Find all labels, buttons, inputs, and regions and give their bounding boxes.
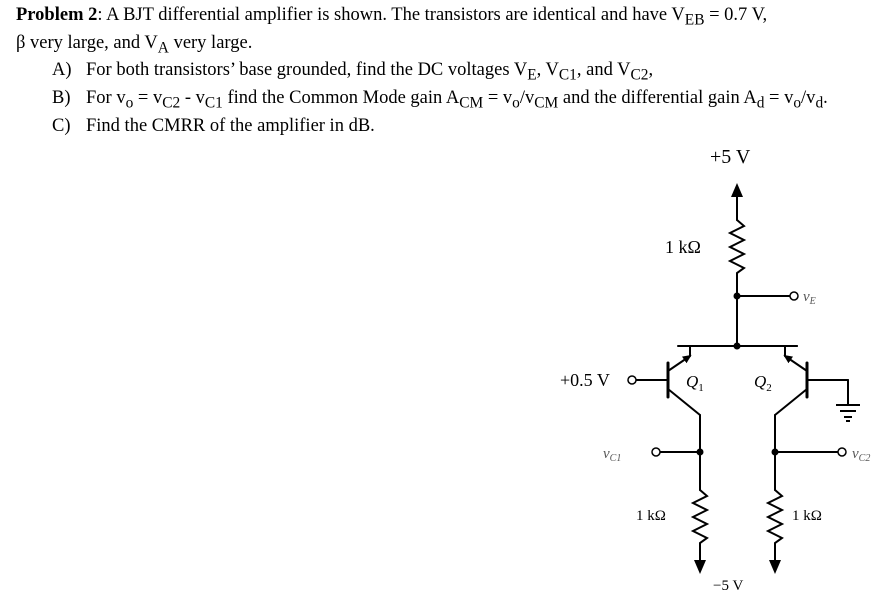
intro-text: : A BJT differential amplifier is shown. The transistors are identical and have V bbox=[97, 5, 685, 25]
part-b-sub: d bbox=[756, 94, 765, 112]
intro-text-2: β very large, and V bbox=[16, 32, 158, 53]
part-a-sub: C2 bbox=[630, 67, 649, 85]
vc1-terminal bbox=[652, 448, 660, 456]
q2-label: $Q_2$ bbox=[754, 372, 772, 394]
input-terminal bbox=[628, 376, 636, 384]
veb-value: = 0.7 V, bbox=[704, 5, 768, 25]
emitter-junction-dot bbox=[734, 343, 741, 350]
part-c-letter: C) bbox=[52, 115, 71, 136]
part-a-text: For both transistors’ base grounded, find the DC voltages V bbox=[86, 60, 528, 81]
supply-neg-arrow-left bbox=[694, 560, 706, 574]
part-b-sub: CM bbox=[534, 94, 559, 112]
part-b-text: . bbox=[823, 88, 828, 109]
resistor-right bbox=[768, 490, 782, 560]
r-right-label: 1 kΩ bbox=[792, 508, 822, 524]
part-b-sub: CM bbox=[459, 94, 484, 112]
vc2-terminal bbox=[838, 448, 846, 456]
vc1-junction-dot bbox=[697, 449, 704, 456]
part-b-sub: o bbox=[793, 94, 802, 112]
part-b-sub: C2 bbox=[162, 94, 181, 112]
ve-terminal bbox=[790, 292, 798, 300]
supply-neg-label: −5 V bbox=[713, 578, 744, 594]
problem-heading: Problem 2 bbox=[16, 5, 98, 25]
vc2-label: $v_{C2}$ bbox=[852, 446, 871, 464]
ve-junction-dot bbox=[734, 293, 741, 300]
part-b-text: and the differential gain A bbox=[558, 88, 757, 109]
part-b-sub: o bbox=[125, 94, 134, 112]
r-top-label: 1 kΩ bbox=[665, 237, 701, 257]
supply-neg-arrow-right bbox=[769, 560, 781, 574]
intro-text-2-end: very large. bbox=[168, 32, 253, 53]
part-a-text: , bbox=[648, 60, 654, 81]
part-b-text: /v bbox=[519, 88, 535, 109]
r-left-label: 1 kΩ bbox=[636, 508, 666, 524]
part-a-text: , V bbox=[536, 60, 559, 81]
part-b-text: = v bbox=[764, 88, 794, 109]
vc2-junction-dot bbox=[772, 449, 779, 456]
resistor-left bbox=[693, 490, 707, 560]
part-b-text: - v bbox=[180, 88, 205, 109]
part-a-sub: C1 bbox=[558, 67, 577, 85]
q1-label: $Q_1$ bbox=[686, 372, 704, 394]
part-b-text: = v bbox=[483, 88, 513, 109]
part-a-text: , and V bbox=[576, 60, 631, 81]
part-c-text: Find the CMRR of the amplifier in dB. bbox=[86, 115, 375, 136]
part-b-sub: o bbox=[512, 94, 520, 112]
part-b-text: find the Common Mode gain A bbox=[222, 88, 460, 109]
part-b-sub: d bbox=[815, 94, 824, 112]
part-a-letter: A) bbox=[52, 60, 72, 81]
ve-label: $v_E$ bbox=[803, 289, 816, 307]
transistor-q2 bbox=[775, 356, 807, 415]
va-subscript: A bbox=[157, 39, 169, 57]
part-b-sub: C1 bbox=[204, 94, 223, 112]
input-voltage-label: +0.5 V bbox=[560, 370, 610, 390]
supply-pos-label: +5 V bbox=[710, 146, 751, 168]
resistor-top bbox=[730, 220, 744, 296]
part-b-text: /v bbox=[801, 88, 816, 109]
ground-icon bbox=[836, 405, 860, 421]
veb-subscript: EB bbox=[684, 11, 705, 29]
part-b-text: = v bbox=[133, 88, 163, 109]
part-a-sub: E bbox=[527, 67, 537, 85]
supply-pos-arrow bbox=[731, 183, 743, 220]
part-b-text: For v bbox=[86, 88, 126, 109]
vc1-label: $v_{C1}$ bbox=[603, 446, 622, 464]
part-b-letter: B) bbox=[52, 88, 71, 109]
